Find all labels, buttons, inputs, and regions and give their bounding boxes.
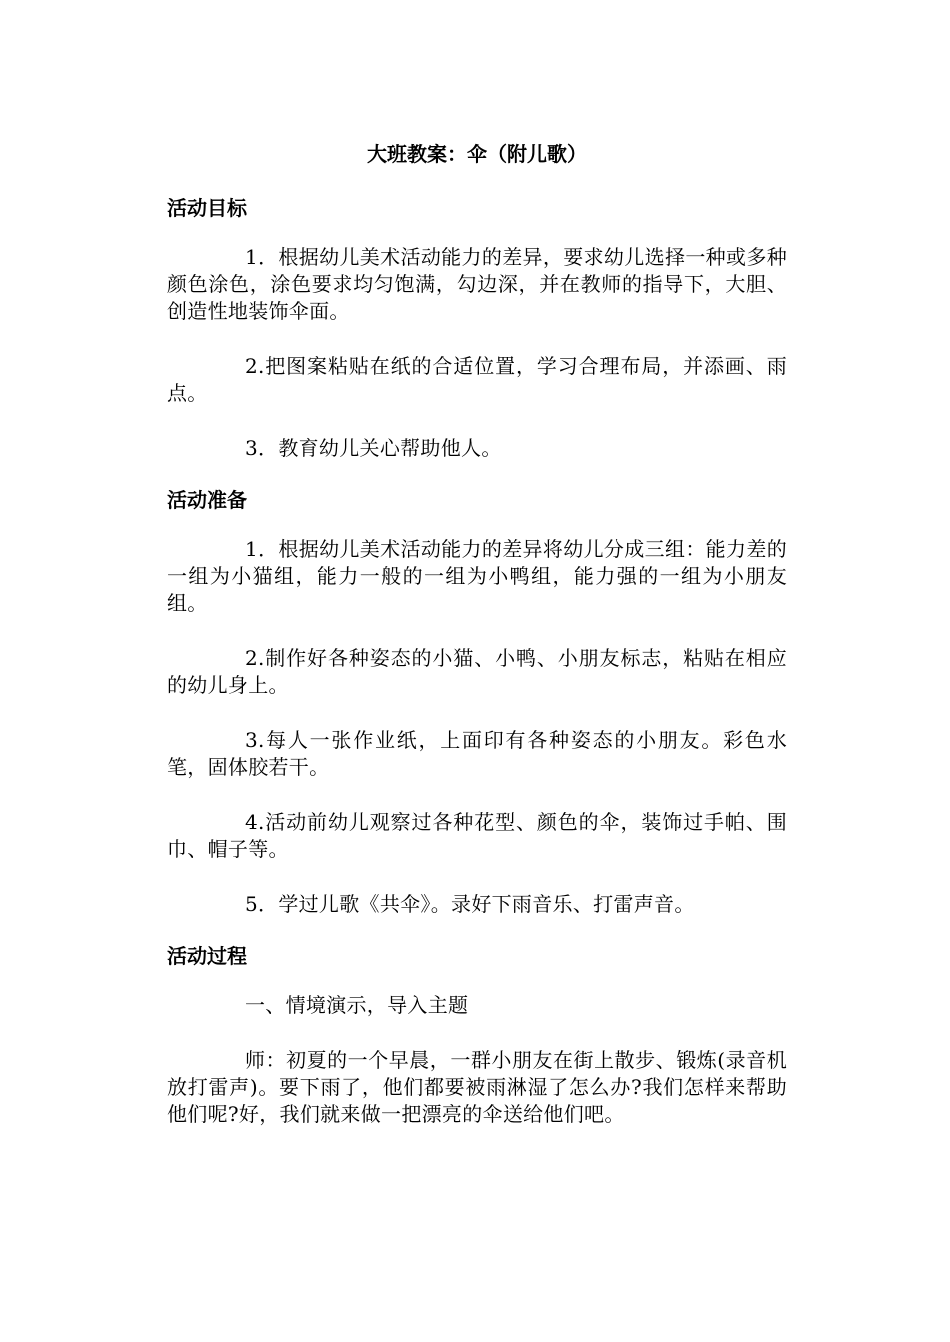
section-heading-preparation: 活动准备 — [167, 488, 247, 512]
goal-item-2: 2.把图案粘贴在纸的合适位置，学习合理布局，并添画、雨点。 — [167, 354, 787, 405]
section-heading-goals: 活动目标 — [167, 196, 247, 220]
preparation-item-5: 5．学过儿歌《共伞》。录好下雨音乐、打雷声音。 — [245, 892, 695, 916]
process-step-text: 师：初夏的一个早晨，一群小朋友在街上散步、锻炼(录音机放打雷声)。要下雨了，他们都要被雨淋湿了怎么办?我们怎样来帮助他们呢?好，我们就来做一把漂亮的伞送给他们吧。 — [167, 1048, 787, 1126]
process-step-heading: 一、情境演示，导入主题 — [245, 993, 469, 1017]
goal-item-1: 1．根据幼儿美术活动能力的差异，要求幼儿选择一种或多种颜色涂色，涂色要求均匀饱满，勾边深，并在教师的指导下，大胆、创造性地装饰伞面。 — [167, 245, 787, 323]
preparation-item-3: 3.每人一张作业纸，上面印有各种姿态的小朋友。彩色水笔，固体胶若干。 — [167, 728, 787, 779]
preparation-item-2: 2.制作好各种姿态的小猫、小鸭、小朋友标志，粘贴在相应的幼儿身上。 — [167, 646, 787, 697]
section-heading-process: 活动过程 — [167, 944, 247, 968]
preparation-item-1: 1．根据幼儿美术活动能力的差异将幼儿分成三组：能力差的一组为小猫组，能力一般的一组为小鸭组，能力强的一组为小朋友组。 — [167, 537, 787, 615]
document-body — [167, 140, 787, 1156]
preparation-item-4: 4.活动前幼儿观察过各种花型、颜色的伞，装饰过手帕、围巾、帽子等。 — [167, 810, 787, 861]
page-title: 大班教案：伞（附儿歌） — [367, 142, 587, 166]
goal-item-3: 3．教育幼儿关心帮助他人。 — [245, 436, 502, 460]
